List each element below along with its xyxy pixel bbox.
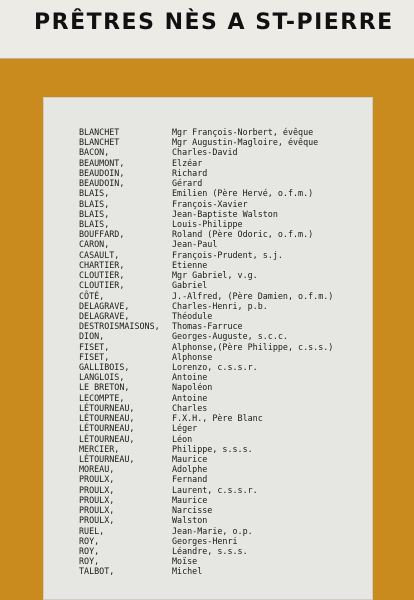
priest-given-name: Louis-Philippe xyxy=(172,218,243,229)
priest-surname: BEAUMONT, xyxy=(79,157,125,168)
priest-given-name: Jean-Baptiste Walston xyxy=(172,208,278,219)
priest-given-name: Adolphe xyxy=(172,464,208,475)
list-item xyxy=(79,454,371,464)
priest-given-name: Richard xyxy=(172,167,208,178)
list-item xyxy=(79,137,371,147)
list-item xyxy=(79,301,371,311)
priest-given-name: Mgr Augustin-Magloire, évêque xyxy=(172,137,319,148)
list-item xyxy=(79,127,371,137)
priest-surname: FISET, xyxy=(79,341,110,352)
priest-given-name: Lorenzo, c.s.s.r. xyxy=(172,362,258,373)
list-item xyxy=(79,250,371,260)
priest-given-name: Jean-Paul xyxy=(172,239,218,250)
list-item xyxy=(79,260,371,270)
priest-given-name: Gérard xyxy=(172,178,203,189)
priest-surname: DELAGRAVE, xyxy=(79,300,130,311)
list-item xyxy=(79,403,371,413)
priest-surname: LÉTOURNEAU, xyxy=(79,402,135,413)
priest-given-name: Charles-David xyxy=(172,147,238,158)
priest-surname: CARON, xyxy=(79,239,110,250)
priest-surname: MERCIER, xyxy=(79,443,120,454)
priest-given-name: Léandre, s.s.s. xyxy=(172,545,248,556)
priest-given-name: Mgr Gabriel, v.g. xyxy=(172,270,258,281)
priest-surname: LE BRETON, xyxy=(79,382,130,393)
priest-given-name: Etienne xyxy=(172,259,208,270)
priest-surname: BEAUDOIN, xyxy=(79,167,125,178)
priest-surname: BEAUDOIN, xyxy=(79,178,125,189)
list-item xyxy=(79,321,371,331)
list-item xyxy=(79,352,371,362)
priest-surname: BLANCHET xyxy=(79,137,120,148)
list-item xyxy=(79,331,371,341)
priest-surname: DION, xyxy=(79,331,105,342)
priest-given-name: Narcisse xyxy=(172,505,213,516)
priest-given-name: Gabriel xyxy=(172,280,208,291)
priest-surname: DELAGRAVE, xyxy=(79,310,130,321)
priest-given-name: J.-Alfred, (Père Damien, o.f.m.) xyxy=(172,290,334,301)
priest-given-name: Jean-Marie, o.p. xyxy=(172,525,253,536)
priest-given-name: Thomas-Farruce xyxy=(172,321,243,332)
list-item xyxy=(79,311,371,321)
list-item xyxy=(79,556,371,566)
priest-surname: TALBOT, xyxy=(79,566,115,577)
priest-given-name: François-Xavier xyxy=(172,198,248,209)
list-item xyxy=(79,566,371,576)
priest-given-name: Napoléon xyxy=(172,382,213,393)
list-item xyxy=(79,270,371,280)
priest-given-name: Laurent, c.s.s.r. xyxy=(172,484,258,495)
list-item xyxy=(79,485,371,495)
list-item xyxy=(79,526,371,536)
priest-given-name: Léger xyxy=(172,423,198,434)
list-item xyxy=(79,199,371,209)
list-item xyxy=(79,474,371,484)
priest-given-name: Maurice xyxy=(172,454,208,464)
list-item xyxy=(79,464,371,474)
priest-surname: CÔTÉ, xyxy=(79,290,105,301)
list-item xyxy=(79,423,371,433)
priest-given-name: Charles xyxy=(172,402,208,413)
priest-surname: LÉTOURNEAU, xyxy=(79,423,135,434)
document-sheet xyxy=(43,97,373,600)
priest-surname: PROULX, xyxy=(79,515,115,526)
priest-given-name: Mgr François-Norbert, évêque xyxy=(172,127,314,137)
priest-surname: MOREAU, xyxy=(79,464,115,475)
priest-given-name: Antoine xyxy=(172,392,208,403)
list-item xyxy=(79,536,371,546)
priest-given-name: Antoine xyxy=(172,372,208,383)
list-item xyxy=(79,178,371,188)
list-item xyxy=(79,280,371,290)
list-item xyxy=(79,393,371,403)
priest-surname: BLANCHET xyxy=(79,127,120,137)
priest-given-name: Roland (Père Odoric, o.f.m.) xyxy=(172,229,314,240)
priest-surname: LÉTOURNEAU, xyxy=(79,454,135,464)
priest-surname: BLAIS, xyxy=(79,198,110,209)
priest-given-name: Elzéar xyxy=(172,157,203,168)
list-item xyxy=(79,444,371,454)
list-item xyxy=(79,147,371,157)
list-item xyxy=(79,434,371,444)
list-item xyxy=(79,505,371,515)
priest-given-name: Théodule xyxy=(172,310,213,321)
list-item xyxy=(79,362,371,372)
priest-surname: CHARTIER, xyxy=(79,259,125,270)
priest-surname: PROULX, xyxy=(79,505,115,516)
list-item xyxy=(79,158,371,168)
priest-given-name: François-Prudent, s.j. xyxy=(172,249,283,260)
list-item xyxy=(79,239,371,249)
priest-given-name: Emilien (Père Hervé, o.f.m.) xyxy=(172,188,314,199)
priest-surname: CLOUTIER, xyxy=(79,280,125,291)
priest-surname: FISET, xyxy=(79,351,110,362)
priest-given-name: Alphonse xyxy=(172,351,213,362)
priest-given-name: Georges-Auguste, s.c.c. xyxy=(172,331,288,342)
list-item xyxy=(79,342,371,352)
list-item xyxy=(79,515,371,525)
priest-surname: LÉTOURNEAU, xyxy=(79,433,135,444)
priest-given-name: Philippe, s.s.s. xyxy=(172,443,253,454)
list-item xyxy=(79,229,371,239)
priest-surname: LÉTOURNEAU, xyxy=(79,413,135,424)
priest-surname: PROULX, xyxy=(79,494,115,505)
priest-list xyxy=(79,127,371,577)
priest-surname: BLAIS, xyxy=(79,188,110,199)
priest-given-name: Fernand xyxy=(172,474,208,485)
priest-surname: CLOUTIER, xyxy=(79,270,125,281)
priest-surname: DESTROISMAISONS, xyxy=(79,321,160,332)
priest-given-name: Maurice xyxy=(172,494,208,505)
priest-surname: ROY, xyxy=(79,556,100,567)
priest-surname: CASAULT, xyxy=(79,249,120,260)
priest-given-name: Michel xyxy=(172,566,203,577)
priest-surname: ROY, xyxy=(79,545,100,556)
priest-surname: BLAIS, xyxy=(79,218,110,229)
page-title: PRÊTRES NÈS A ST-PIERRE xyxy=(34,10,394,35)
priest-surname: PROULX, xyxy=(79,484,115,495)
list-item xyxy=(79,546,371,556)
priest-surname: GALLIBOIS, xyxy=(79,362,130,373)
priest-surname: LECOMPTE, xyxy=(79,392,125,403)
priest-given-name: F.X.H., Père Blanc xyxy=(172,413,263,424)
priest-given-name: Moïse xyxy=(172,556,198,567)
priest-surname: BACON, xyxy=(79,147,110,158)
priest-given-name: Léon xyxy=(172,433,193,444)
priest-surname: LANGLOIS, xyxy=(79,372,125,383)
list-item xyxy=(79,382,371,392)
title-banner xyxy=(0,0,414,59)
priest-surname: ROY, xyxy=(79,535,100,546)
list-item xyxy=(79,168,371,178)
priest-surname: PROULX, xyxy=(79,474,115,485)
list-item xyxy=(79,188,371,198)
list-item xyxy=(79,413,371,423)
list-item xyxy=(79,219,371,229)
list-item xyxy=(79,209,371,219)
priest-given-name: Charles-Henri, p.b. xyxy=(172,300,268,311)
priest-surname: RUEL, xyxy=(79,525,105,536)
list-item xyxy=(79,495,371,505)
priest-surname: BLAIS, xyxy=(79,208,110,219)
priest-surname: BOUFFARD, xyxy=(79,229,125,240)
priest-given-name: Walston xyxy=(172,515,208,526)
list-item xyxy=(79,372,371,382)
priest-given-name: Georges-Henri xyxy=(172,535,238,546)
priest-given-name: Alphonse,(Père Philippe, c.s.s.) xyxy=(172,341,334,352)
list-item xyxy=(79,291,371,301)
